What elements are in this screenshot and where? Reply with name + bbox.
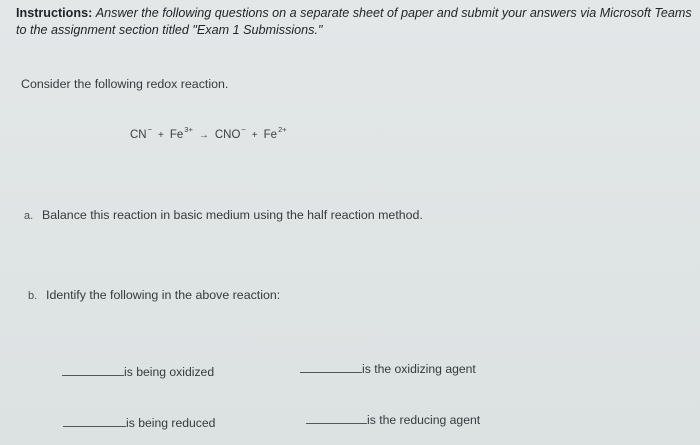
blank-oxidizing-agent bbox=[300, 362, 476, 376]
blank-reduced bbox=[63, 416, 215, 430]
product-iron-charge: 2+ bbox=[278, 125, 287, 134]
instructions-text: Answer the following questions on a separate sheet of paper and submit your answers via Microsoft Teams to the assignment section titled "Exam 1 Submissions." bbox=[16, 6, 692, 37]
instructions-label: Instructions: bbox=[16, 6, 93, 20]
question-a-text: Balance this reaction in basic medium using the half reaction method. bbox=[42, 208, 423, 222]
blank-oxidized-label: is being oxidized bbox=[124, 365, 215, 379]
product-cyanate-formula: CNO bbox=[214, 128, 241, 141]
answer-blank-line bbox=[306, 423, 367, 424]
answer-blank-line bbox=[62, 375, 124, 376]
question-a-marker: a. bbox=[24, 210, 34, 222]
reactant-iron bbox=[170, 126, 193, 141]
question-b-text: Identify the following in the above reaction: bbox=[46, 288, 281, 302]
reactant-cyanide-charge: − bbox=[147, 125, 153, 134]
question-b-marker: b. bbox=[28, 290, 38, 302]
reactant-iron-charge: 3+ bbox=[184, 125, 193, 134]
blank-reducing-agent-label: is the reducing agent bbox=[367, 413, 481, 427]
question-b bbox=[28, 288, 280, 302]
product-cyanate bbox=[215, 126, 246, 141]
plus-sign: + bbox=[158, 129, 164, 141]
reaction-arrow-icon: → bbox=[198, 129, 209, 141]
product-iron-formula: Fe bbox=[263, 128, 278, 141]
plus-sign: + bbox=[251, 129, 258, 141]
reactant-iron-formula: Fe bbox=[169, 128, 184, 141]
answer-blank-line bbox=[300, 372, 362, 373]
blank-reducing-agent bbox=[306, 413, 480, 427]
blank-reduced-label: is being reduced bbox=[126, 416, 216, 430]
product-cyanate-charge: − bbox=[241, 125, 246, 134]
reactant-cyanide bbox=[130, 126, 152, 141]
redox-equation bbox=[130, 126, 287, 141]
blank-oxidized bbox=[62, 365, 214, 379]
intro-text: Consider the following redox reaction. bbox=[21, 77, 229, 91]
question-a bbox=[24, 208, 423, 222]
instructions-paragraph bbox=[16, 5, 696, 39]
blank-oxidizing-agent-label: is the oxidizing agent bbox=[362, 362, 476, 376]
reactant-cyanide-formula: CN bbox=[130, 128, 147, 141]
answer-blank-line bbox=[63, 426, 126, 427]
product-iron bbox=[264, 126, 287, 141]
